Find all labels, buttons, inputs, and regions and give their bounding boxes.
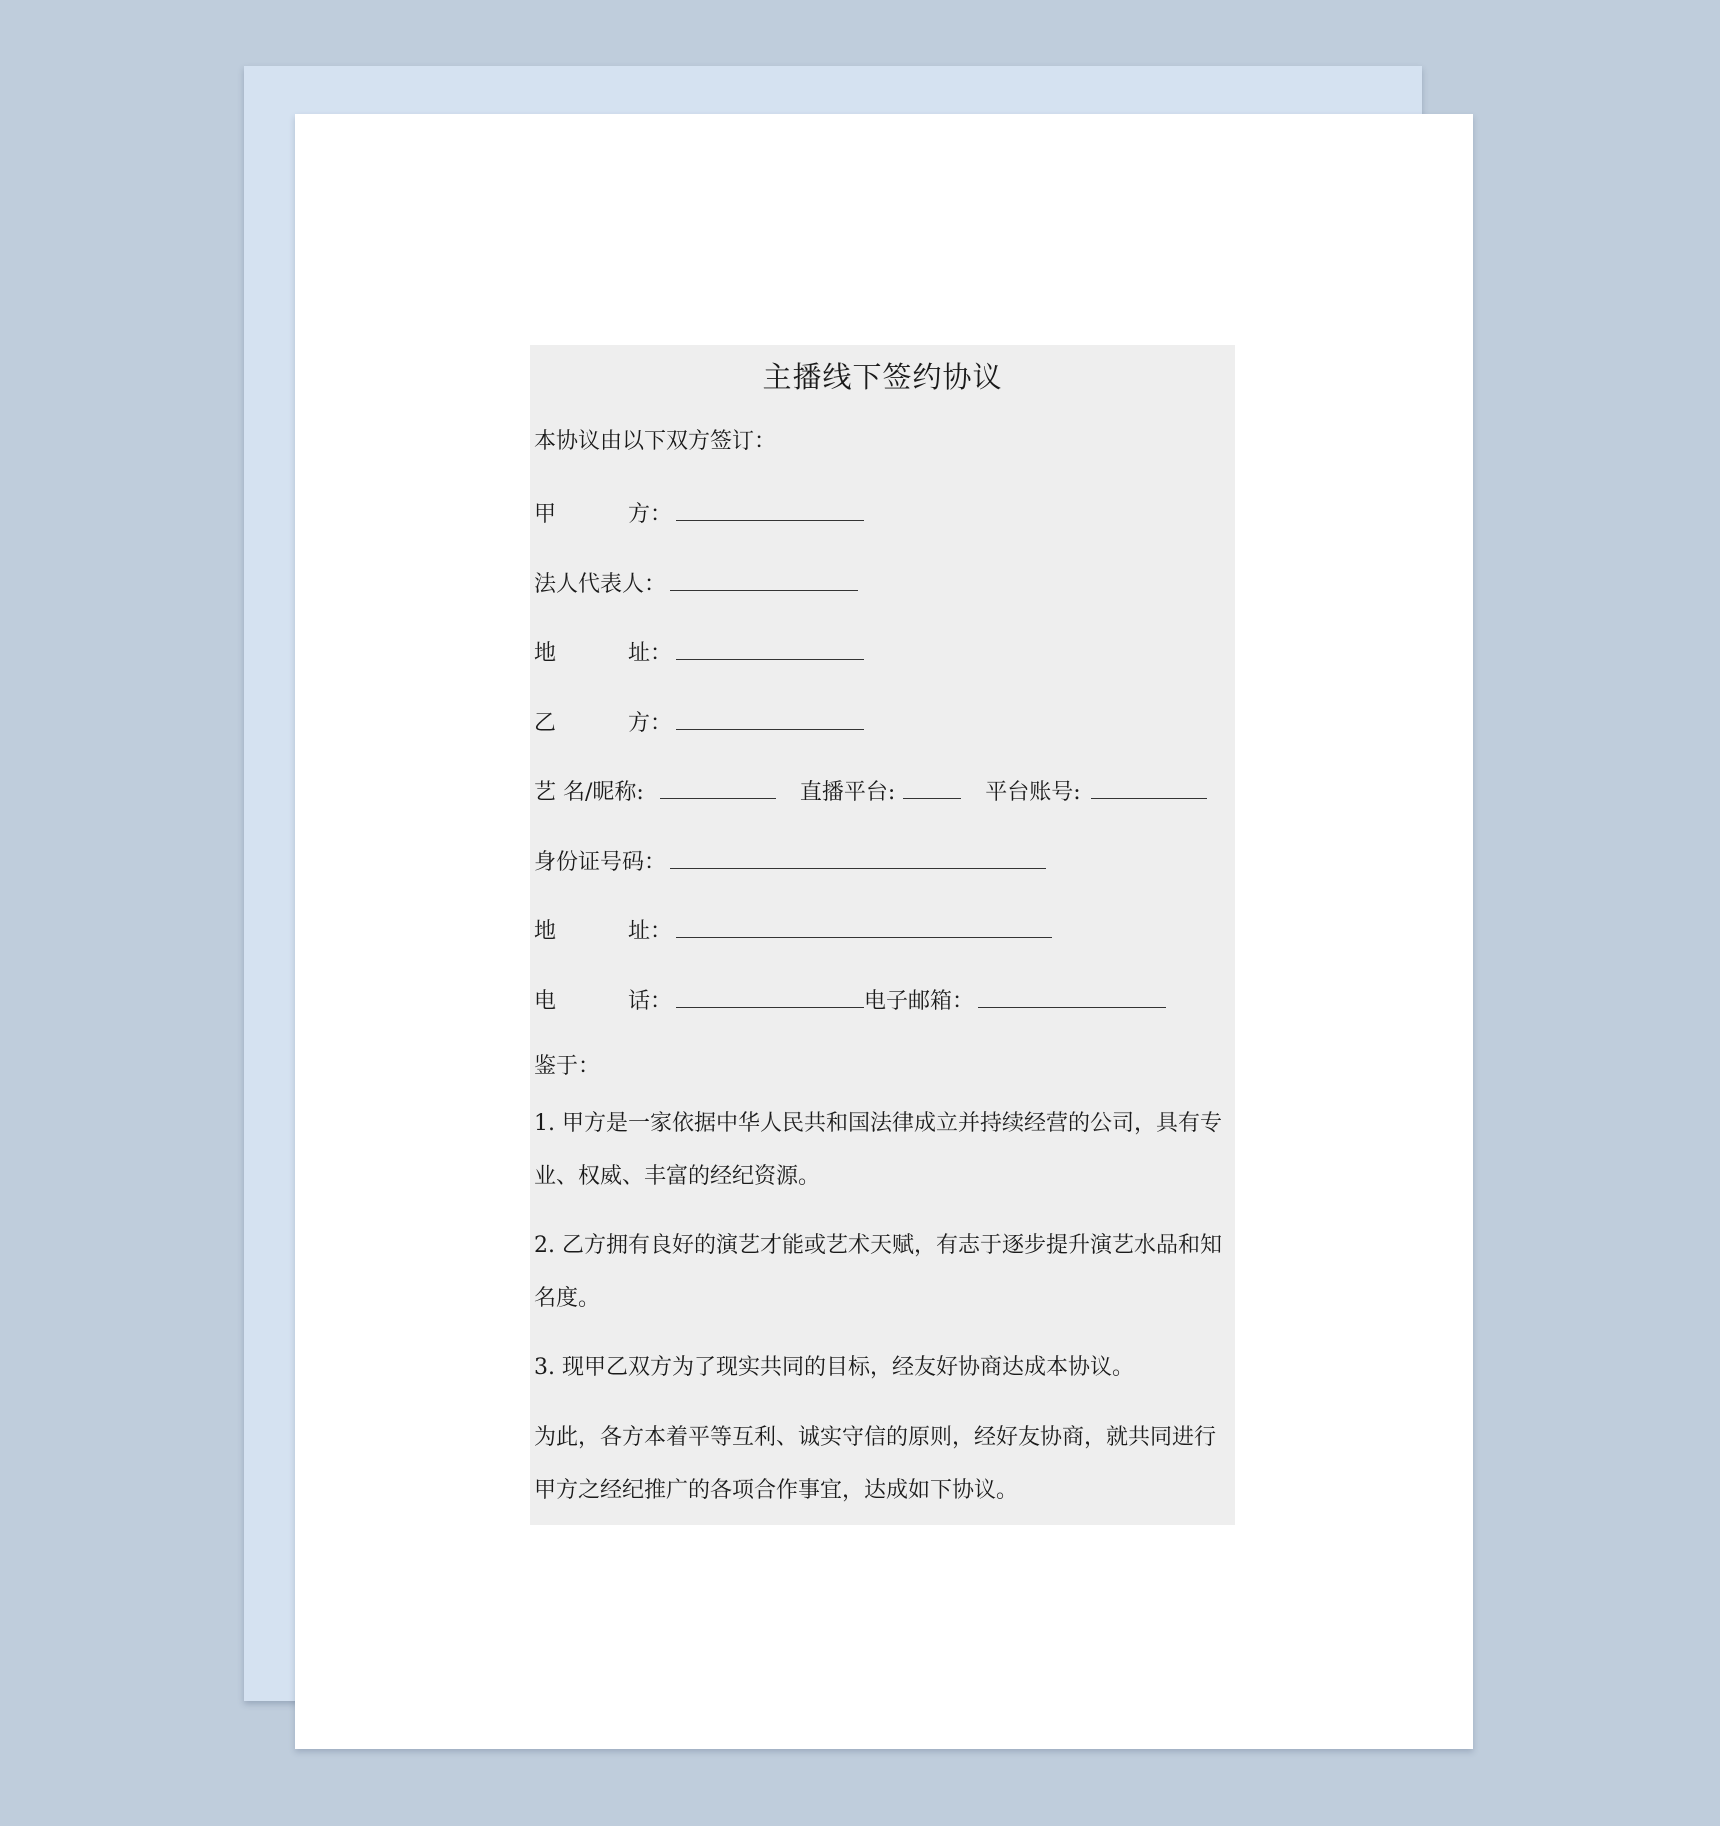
legal-rep-blank[interactable] <box>670 568 858 591</box>
closing-paragraph: 为此，各方本着平等互利、诚实守信的原则，经好友协商，就共同进行甲方之经纪推广的各项合作事宜，达成如下协议。 <box>534 1425 1217 1503</box>
document-title: 主播线下签约协议 <box>762 360 1003 394</box>
email-blank[interactable] <box>978 985 1166 1008</box>
stage-name-row <box>534 776 1207 806</box>
clause-2: 2. 乙方拥有良好的演艺才能或艺术天赋，有志于逐步提升演艺水品和知名度。 <box>534 1233 1222 1311</box>
party-b-label-2: 方： <box>628 711 673 736</box>
party-b-address-blank[interactable] <box>676 915 1052 938</box>
party-b-blank[interactable] <box>676 707 864 730</box>
phone-label-2: 话： <box>628 989 673 1014</box>
party-b-address-label-1: 地 <box>534 919 557 944</box>
id-number-label: 身份证号码： <box>534 850 667 875</box>
party-a-address-row <box>534 637 864 667</box>
party-b-address-row <box>534 915 1052 945</box>
phone-label-1: 电 <box>534 989 557 1014</box>
party-a-label-1: 甲 <box>534 502 557 527</box>
party-b-label-1: 乙 <box>534 711 557 736</box>
id-number-row <box>534 846 1046 876</box>
party-b-row <box>534 707 864 737</box>
platform-blank[interactable] <box>903 776 961 799</box>
party-b-address-label-2: 址： <box>628 919 673 944</box>
whereas-label: 鉴于： <box>534 1054 601 1079</box>
legal-rep-row <box>534 568 858 598</box>
party-a-blank[interactable] <box>676 498 864 521</box>
intro-line: 本协议由以下双方签订： <box>534 429 777 454</box>
document-content <box>530 345 1235 1525</box>
id-number-blank[interactable] <box>670 846 1046 869</box>
party-a-address-blank[interactable] <box>676 637 864 660</box>
legal-rep-label: 法人代表人： <box>534 572 667 597</box>
phone-blank[interactable] <box>676 985 864 1008</box>
stage-name-blank[interactable] <box>660 776 776 799</box>
party-a-address-label-1: 地 <box>534 641 557 666</box>
email-label: 电子邮箱： <box>864 989 975 1014</box>
stage-name-label: 艺 名/昵称: <box>534 780 644 805</box>
clause-1: 1. 甲方是一家依据中华人民共和国法律成立并持续经营的公司，具有专业、权威、丰富的经纪资源。 <box>534 1111 1222 1189</box>
account-label: 平台账号: <box>985 780 1081 805</box>
account-blank[interactable] <box>1091 776 1207 799</box>
party-a-row <box>534 498 864 528</box>
party-a-label-2: 方： <box>628 502 673 527</box>
clause-3: 3. 现甲乙双方为了现实共同的目标，经友好协商达成本协议。 <box>534 1355 1134 1380</box>
phone-email-row <box>534 985 1166 1015</box>
platform-label: 直播平台: <box>799 780 896 805</box>
party-a-address-label-2: 址： <box>628 641 673 666</box>
